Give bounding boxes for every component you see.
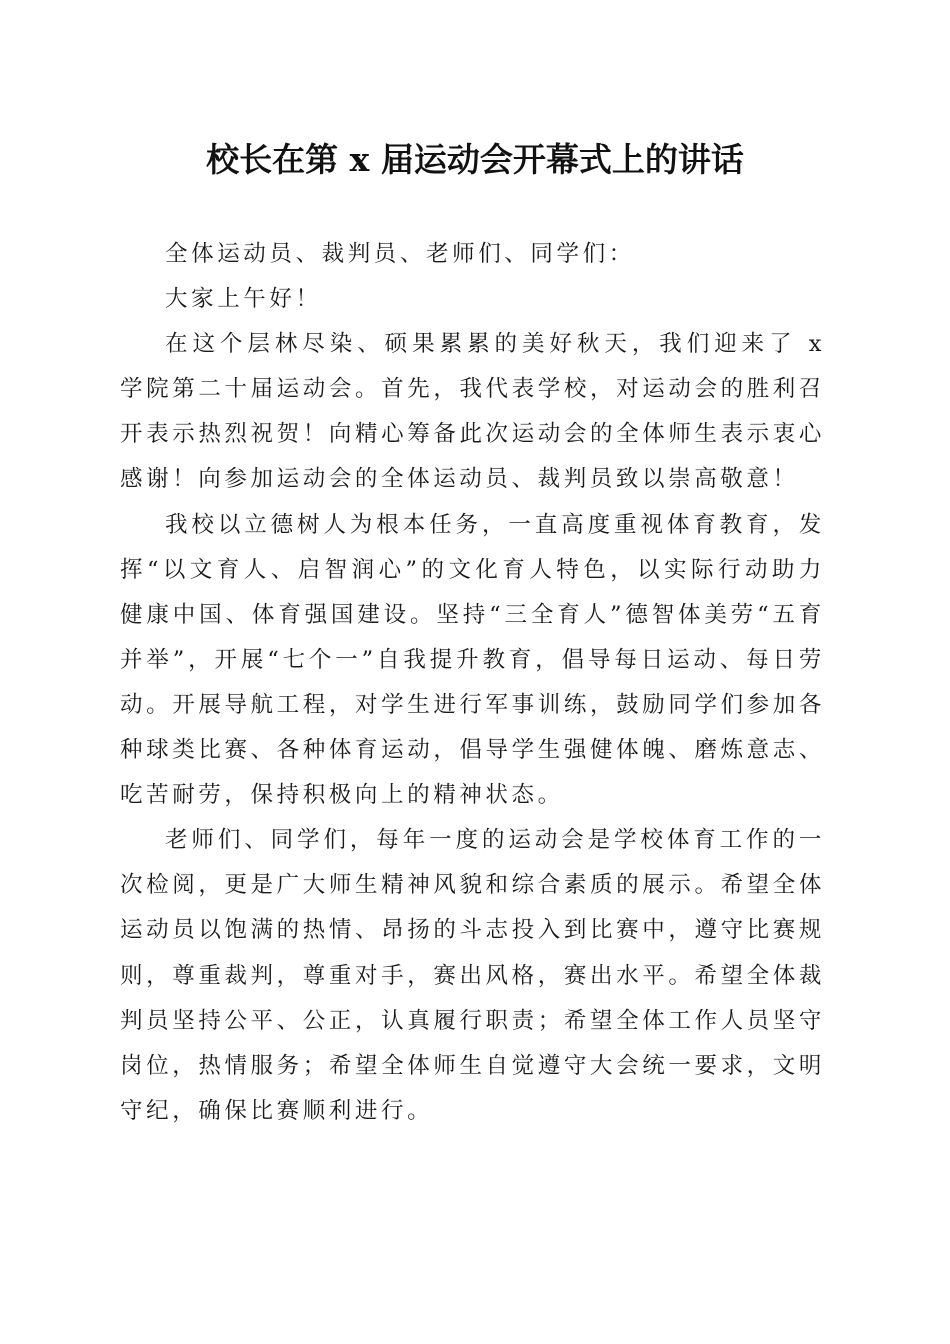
paragraph-opening: 在这个层林尽染、硕果累累的美好秋天，我们迎来了 x 学院第二十届运动会。首先，我代表学校，对运动会的胜利召开表示热烈祝贺！向精心筹备此次运动会的全体师生表示衷心感谢！向参加运动会的全体运动员、裁判员致以崇高敬意！ — [120, 331, 825, 493]
salutation: 全体运动员、裁判员、老师们、同学们： — [165, 241, 635, 267]
greeting: 大家上午好！ — [165, 286, 322, 313]
paragraph-school-policy: 我校以立德树人为根本任务，一直高度重视体育教育，发挥“以文育人、启智润心”的文化育人特色，以实际行动助力健康中国、体育强国建设。坚持“三全育人”德智体美劳“五育并举”，开展“七个一”自我提升教育，倡导每日运动、每日劳动。开展导航工程，对学生进行军事训练，鼓励同学们参加各种球类比赛、各种体育运动，倡导学生强健体魄、磨炼意志、吃苦耐劳，保持积极向上的精神状态。 — [120, 511, 825, 809]
document-body — [120, 232, 825, 1134]
paragraph-expectations: 老师们、同学们，每年一度的运动会是学校体育工作的一次检阅，更是广大师生精神风貌和综合素质的展示。希望全体运动员以饱满的热情、昂扬的斗志投入到比赛中，遵守比赛规则，尊重裁判，尊重对手，赛出风格，赛出水平。希望全体裁判员坚持公平、公正，认真履行职责；希望全体工作人员坚守岗位，热情服务；希望全体师生自觉遵守大会统一要求，文明守纪，确保比赛顺利进行。 — [120, 827, 825, 1124]
page-title: 校长在第 x 届运动会开幕式上的讲话 — [206, 140, 744, 179]
